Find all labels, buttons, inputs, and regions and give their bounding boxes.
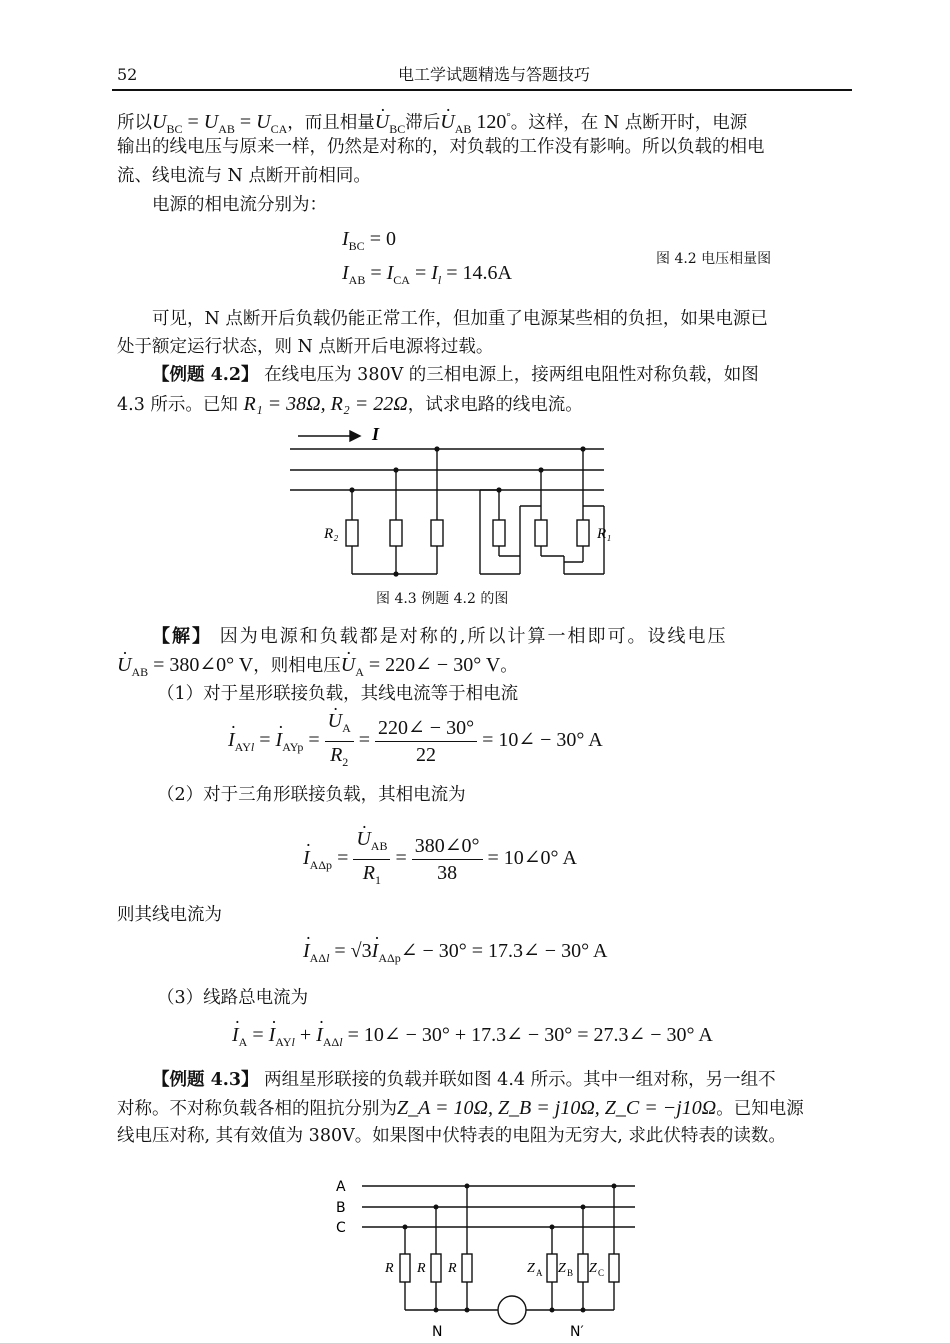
label-zc: Z	[589, 1261, 597, 1276]
resistor-r-b	[431, 1254, 441, 1282]
label-zc-sub: C	[598, 1268, 605, 1278]
eq-delta-phase: · $I_{A\Delta p}$ = · $\frac{U_{AB}}{R_1}$ = $\frac{380\angle 0^\circ}{38}$ = 10∠0° A	[303, 826, 577, 893]
label-a: A	[336, 1179, 346, 1195]
label-zb: Z	[558, 1261, 566, 1276]
line-current-intro: 则其线电流为	[117, 905, 222, 925]
voltmeter	[498, 1296, 526, 1324]
eq-total-current: · $I_A$ = · $I_{AYl}$ + · $I_{A\Delta l}$ = 10∠ − 30° + 17.3∠ − 30° = 27.3∠ − 30° A	[232, 1022, 713, 1050]
para1-line2: 输出的线电压与原来一样，仍然是对称的，对负载的工作没有影响。所以负载的相电	[117, 137, 765, 157]
ex43-line3: 线电压对称, 其有效值为 380V。如果图中伏特表的电阻为无穷大, 求此伏特表的读数。	[117, 1126, 786, 1146]
current-label: I	[372, 424, 380, 444]
resistor-r2-c	[431, 520, 443, 546]
resistor-r-a	[400, 1254, 410, 1282]
resistor-r1-b	[535, 520, 547, 546]
eq-i-bc: $I_{BC} = 0$	[342, 228, 396, 253]
resistor-r-c	[462, 1254, 472, 1282]
ex43-line2: 对称。不对称负载各相的阻抗分别为Z_A = 10Ω, Z_B = j10Ω, Z_C = −j10Ω。已知电源	[117, 1097, 804, 1119]
solution-line2: · $U_{AB}$ = 380∠0° V，则相电压· $U_A$ = 220∠ − 30° V。	[117, 652, 518, 685]
impedance-zb	[578, 1254, 588, 1282]
step3-label: （3）线路总电流为	[157, 988, 309, 1008]
eq-star-current: · $I_{AYl}$ = · $I_{AYp}$ = · $\frac{U_A}{R_2}$ = $\frac{220\angle - 30^\circ}{22}$ = 10∠ − 30° A	[228, 708, 603, 775]
fig43-caption: 图 4.3 例题 4.2 的图	[376, 591, 509, 607]
para3-line1: 可见，N 点断开后负载仍能正常工作，但加重了电源某些相的负担，如果电源已	[152, 309, 768, 329]
label-r-2: R	[417, 1261, 426, 1276]
resistor-r1-c	[577, 520, 589, 546]
para1-line3: 流、线电流与 N 点断开前相同。	[117, 166, 371, 186]
label-r-1: R	[385, 1261, 394, 1276]
label-za: Z	[527, 1261, 535, 1276]
label-zb-sub: B	[567, 1268, 574, 1278]
page-number: 52	[117, 65, 138, 84]
resistor-r2-a	[346, 520, 358, 546]
r1-label: R₁	[597, 526, 612, 542]
ex43-line1: 【例题 4.3】 两组星形联接的负载并联如图 4.4 所示。其中一组对称，另一组不	[152, 1070, 776, 1090]
para1-line1: 所以$U_{BC} = U_{AB} = U_{CA}$，而且相量· $U_{BC}$滞后· $U_{AB}$ 120°。这样，在 N 点断开时，电源	[117, 104, 747, 142]
impedance-zc	[609, 1254, 619, 1282]
step2-label: （2）对于三角形联接负载，其相电流为	[157, 785, 466, 805]
ex42-line1: 【例题 4.2】 在线电压为 380V 的三相电源上，接两组电阻性对称负载，如图	[152, 365, 759, 385]
current-arrow-head	[350, 431, 360, 441]
label-n-prime: N′	[570, 1324, 584, 1340]
figure-4-3	[280, 422, 620, 582]
step1-label: （1）对于星形联接负载，其线电流等于相电流	[157, 684, 519, 704]
ex42-line2: 4.3 所示。已知 R₁ = 38Ω, R₂ = 22Ω，试求电路的线电流。	[117, 393, 583, 415]
resistor-r2-b	[390, 520, 402, 546]
eq-delta-line: · $I_{A\Delta l} = √3\cdot$ $I_{A\Delta p}\angle - 30^\circ$ = 17.3∠ − 30° A	[303, 938, 607, 966]
label-b: B	[336, 1200, 346, 1216]
resistor-r1-a	[493, 520, 505, 546]
eq-i-line: $I_{AB} = I_{CA} = I_l = 14.6A$	[342, 262, 512, 287]
label-za-sub: A	[536, 1268, 543, 1278]
label-c: C	[336, 1220, 346, 1236]
figure-4-4	[330, 1172, 650, 1340]
para3-line2: 处于额定运行状态，则 N 点断开后电源将过载。	[117, 337, 494, 357]
impedance-za	[547, 1254, 557, 1282]
label-r-3: R	[448, 1261, 457, 1276]
para2: 电源的相电流分别为：	[152, 195, 327, 215]
header-rule	[112, 89, 852, 91]
fig42-caption: 图 4.2 电压相量图	[656, 251, 772, 267]
solution-line1: 【解】 因为电源和负载都是对称的,所以计算一相即可。设线电压	[152, 626, 728, 647]
label-n: N	[432, 1324, 443, 1340]
running-title: 电工学试题精选与答题技巧	[398, 65, 591, 84]
r2-label: R₂	[324, 526, 339, 542]
